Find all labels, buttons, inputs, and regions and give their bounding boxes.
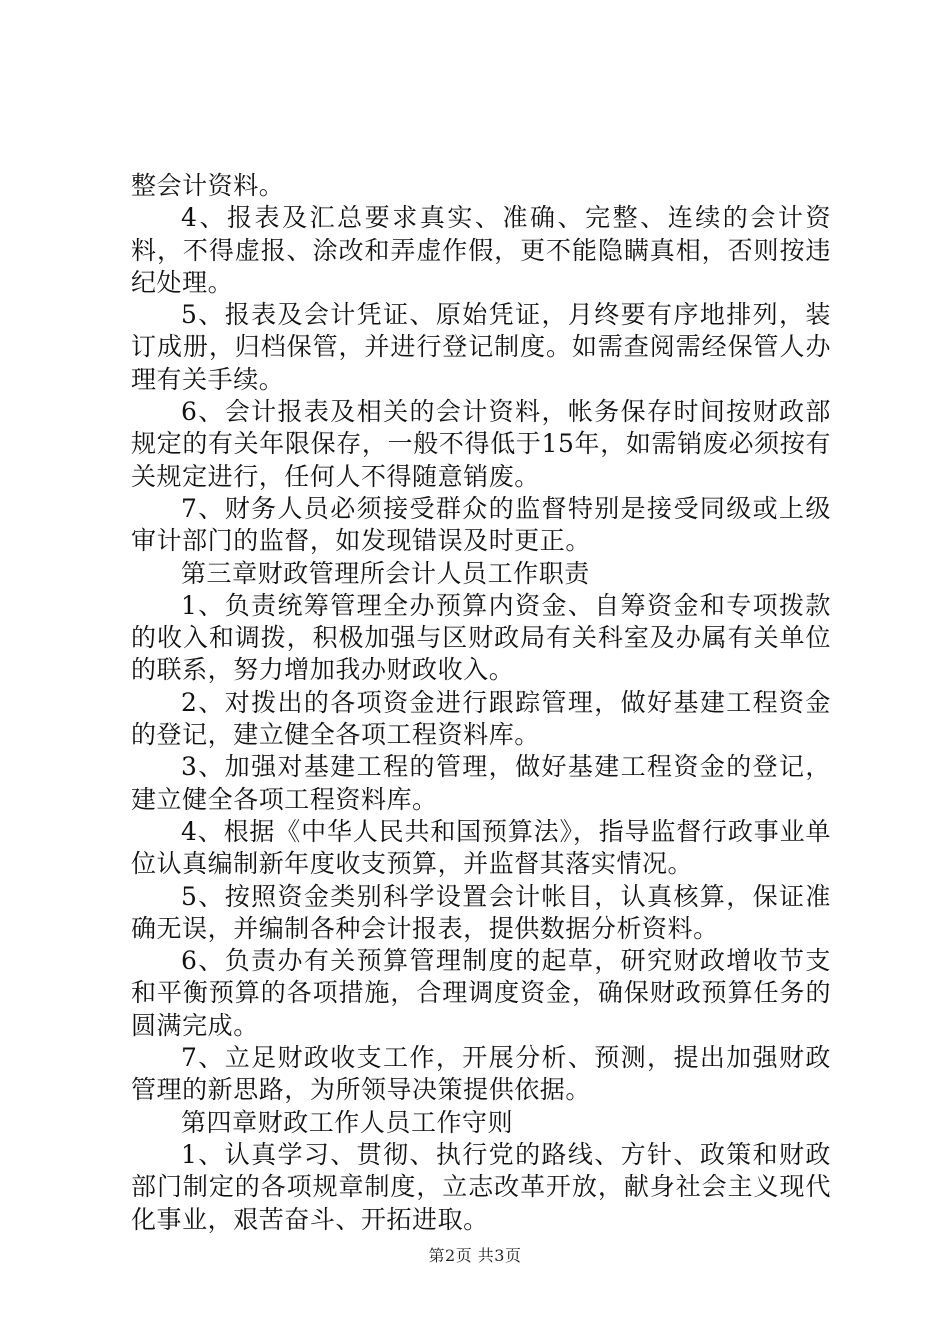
body-paragraph: 1、负责统筹管理全办预算内资金、自筹资金和专项拨款的收入和调拨，积极加强与区财政局有关科室及办属有关单位的联系，努力增加我办财政收入。 [131, 590, 831, 685]
chapter-heading: 第三章财政管理所会计人员工作职责 [181, 558, 590, 588]
page-footer: 第2页 共3页 [428, 1246, 522, 1265]
body-paragraph: 3、加强对基建工程的管理，做好基建工程资金的登记，建立健全各项工程资料库。 [131, 752, 831, 814]
body-paragraph: 整会计资料。 [131, 171, 285, 200]
body-paragraph: 7、立足财政收支工作，开展分析、预测，提出加强财政管理的新思路，为所领导决策提供依据。 [131, 1043, 831, 1105]
body-paragraph: 6、会计报表及相关的会计资料，帐务保存时间按财政部规定的有关年限保存，一般不得低于15年，如需销废必须按有关规定进行，任何人不得随意销废。 [131, 397, 831, 491]
body-paragraph: 5、报表及会计凭证、原始凭证，月终要有序地排列，装订成册，归档保管，并进行登记制度。如需查阅需经保管人办理有关手续。 [131, 300, 831, 394]
body-paragraph: 4、根据《中华人民共和国预算法》，指导监督行政事业单位认真编制新年度收支预算，并监督其落实情况。 [131, 816, 831, 879]
body-paragraph: 4、报表及汇总要求真实、准确、完整、连续的会计资料，不得虚报、涂改和弄虚作假，更不能隐瞒真相，否则按违纪处理。 [131, 203, 831, 297]
body-paragraph: 5、按照资金类别科学设置会计帐目，认真核算，保证准确无误，并编制各种会计报表，提供数据分析资料。 [131, 881, 831, 943]
body-paragraph: 2、对拨出的各项资金进行跟踪管理，做好基建工程资金的登记，建立健全各项工程资料库。 [131, 687, 831, 750]
body-paragraph: 6、负责办有关预算管理制度的起草，研究财政增收节支和平衡预算的各项措施，合理调度资金，确保财政预算任务的圆满完成。 [131, 946, 831, 1040]
document-body [131, 170, 831, 1236]
body-paragraph: 1、认真学习、贯彻、执行党的路线、方针、政策和财政部门制定的各项规章制度，立志改革开放，献身社会主义现代化事业，艰苦奋斗、开拓进取。 [131, 1139, 831, 1234]
body-paragraph: 7、财务人员必须接受群众的监督特别是接受同级或上级审计部门的监督，如发现错误及时更正。 [131, 493, 831, 556]
chapter-heading: 第四章财政工作人员工作守则 [181, 1107, 514, 1137]
